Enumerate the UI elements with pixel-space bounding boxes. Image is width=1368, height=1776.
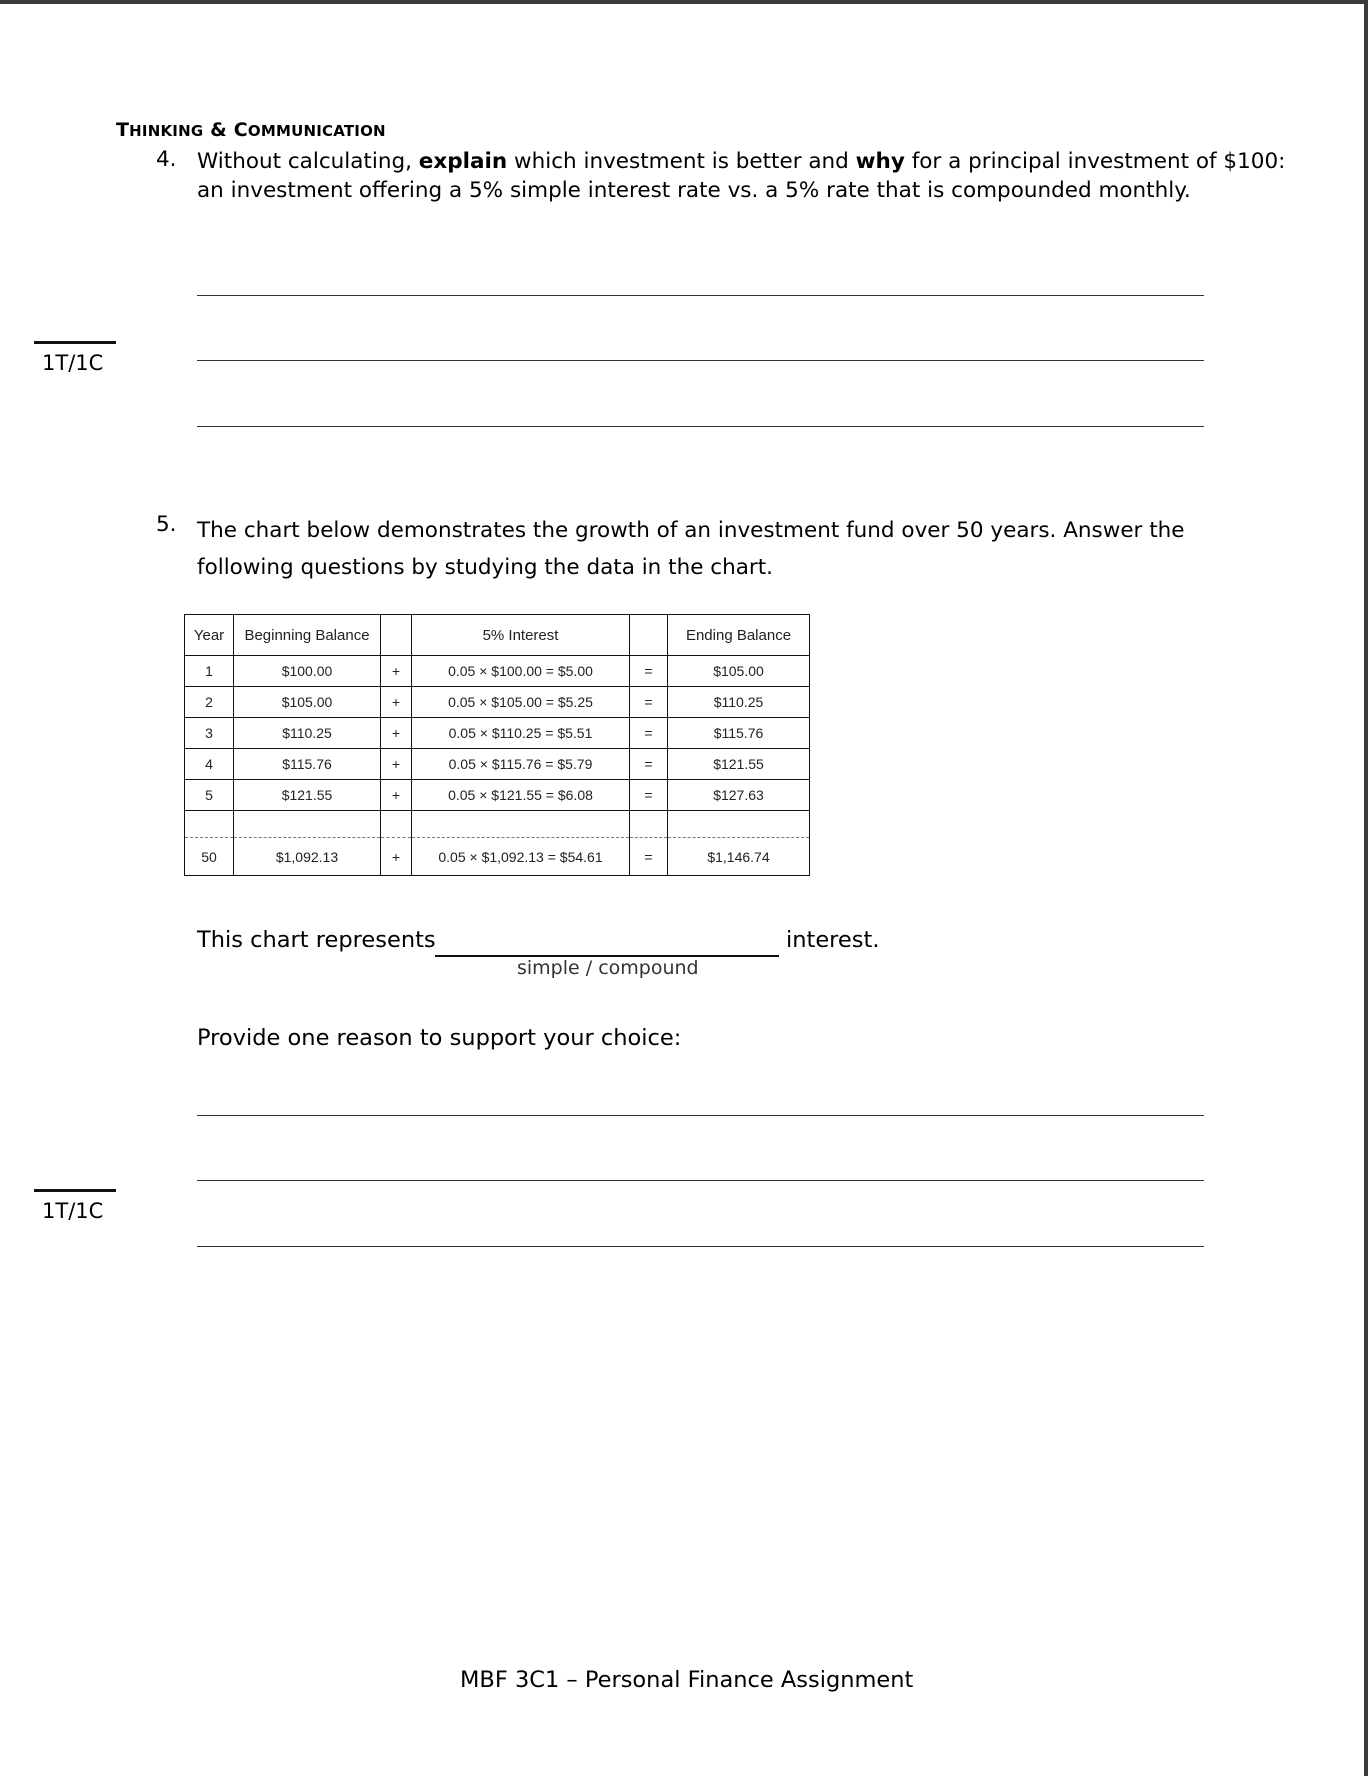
cell-equals: =	[630, 656, 668, 687]
cell-ending-balance: $127.63	[668, 780, 810, 811]
cell-equals: =	[630, 718, 668, 749]
cell-year: 50	[185, 838, 234, 876]
cell-operator: +	[381, 656, 412, 687]
table-row	[185, 749, 810, 780]
gap-cell	[381, 811, 412, 838]
cell-beginning-balance: $115.76	[234, 749, 381, 780]
mark-allocation-q5	[34, 1189, 116, 1223]
cell-year: 4	[185, 749, 234, 780]
cell-operator: +	[381, 780, 412, 811]
cell-equals: =	[630, 687, 668, 718]
answer-line[interactable]	[197, 1115, 1204, 1116]
question-5-number: 5.	[156, 512, 177, 537]
gap-cell	[234, 811, 381, 838]
gap-cell	[412, 811, 630, 838]
mark-label: 1T/1C	[42, 351, 104, 375]
section-heading: THINKING & COMMUNICATION	[116, 119, 386, 141]
cell-year: 5	[185, 780, 234, 811]
cell-interest: 0.05 × $110.25 = $5.51	[412, 718, 630, 749]
table-row	[185, 687, 810, 718]
page-frame-top	[0, 0, 1368, 4]
cell-interest: 0.05 × $105.00 = $5.25	[412, 687, 630, 718]
cell-year: 3	[185, 718, 234, 749]
question-4-text: Without calculating, explain which investment is better and why for a principal investment of $100: an investment offering a 5% simple interest rate vs. a 5% rate that is compounded monthly.	[197, 149, 1286, 203]
cell-ending-balance: $115.76	[668, 718, 810, 749]
cell-beginning-balance: $100.00	[234, 656, 381, 687]
header-interest: 5% Interest	[412, 615, 630, 656]
cell-operator: +	[381, 687, 412, 718]
cell-equals: =	[630, 838, 668, 876]
gap-cell	[668, 811, 810, 838]
table-row	[185, 780, 810, 811]
cell-ending-balance: $1,146.74	[668, 838, 810, 876]
gap-cell	[630, 811, 668, 838]
investment-growth-table	[184, 614, 810, 876]
answer-line[interactable]	[197, 1180, 1204, 1181]
cell-equals: =	[630, 749, 668, 780]
question-5-text: The chart below demonstrates the growth of an investment fund over 50 years. Answer the following questions by studying the data in the chart.	[197, 518, 1185, 580]
cell-beginning-balance: $105.00	[234, 687, 381, 718]
table-row	[185, 656, 810, 687]
header-beginning-balance: Beginning Balance	[234, 615, 381, 656]
cell-beginning-balance: $110.25	[234, 718, 381, 749]
mark-bar	[34, 341, 116, 344]
answer-line[interactable]	[197, 426, 1204, 427]
page-frame-right	[1364, 0, 1368, 1776]
header-year: Year	[185, 615, 234, 656]
cell-interest: 0.05 × $1,092.13 = $54.61	[412, 838, 630, 876]
cell-year: 1	[185, 656, 234, 687]
table-row	[185, 718, 810, 749]
cell-equals: =	[630, 780, 668, 811]
cell-operator: +	[381, 718, 412, 749]
header-blank	[381, 615, 412, 656]
cell-beginning-balance: $121.55	[234, 780, 381, 811]
cell-interest: 0.05 × $115.76 = $5.79	[412, 749, 630, 780]
fill-hint: simple / compound	[517, 957, 699, 979]
gap-cell	[185, 811, 234, 838]
answer-line[interactable]	[197, 295, 1204, 296]
cell-operator: +	[381, 749, 412, 780]
cell-year: 2	[185, 687, 234, 718]
header-ending-balance: Ending Balance	[668, 615, 810, 656]
page-footer: MBF 3C1 – Personal Finance Assignment	[460, 1667, 914, 1693]
table-gap-row	[185, 811, 810, 838]
table-row	[185, 838, 810, 876]
mark-allocation-q4	[34, 341, 116, 375]
cell-operator: +	[381, 838, 412, 876]
header-blank	[630, 615, 668, 656]
table-header-row	[185, 615, 810, 656]
cell-beginning-balance: $1,092.13	[234, 838, 381, 876]
cell-interest: 0.05 × $121.55 = $6.08	[412, 780, 630, 811]
cell-ending-balance: $110.25	[668, 687, 810, 718]
fill-prefix: This chart represents	[197, 927, 436, 953]
reason-prompt: Provide one reason to support your choice:	[197, 1025, 682, 1051]
mark-bar	[34, 1189, 116, 1192]
question-4-number: 4.	[156, 147, 177, 172]
cell-ending-balance: $105.00	[668, 656, 810, 687]
mark-label: 1T/1C	[42, 1199, 104, 1223]
answer-line[interactable]	[197, 360, 1204, 361]
answer-line[interactable]	[197, 1246, 1204, 1247]
cell-ending-balance: $121.55	[668, 749, 810, 780]
cell-interest: 0.05 × $100.00 = $5.00	[412, 656, 630, 687]
fill-suffix: interest.	[786, 927, 880, 953]
